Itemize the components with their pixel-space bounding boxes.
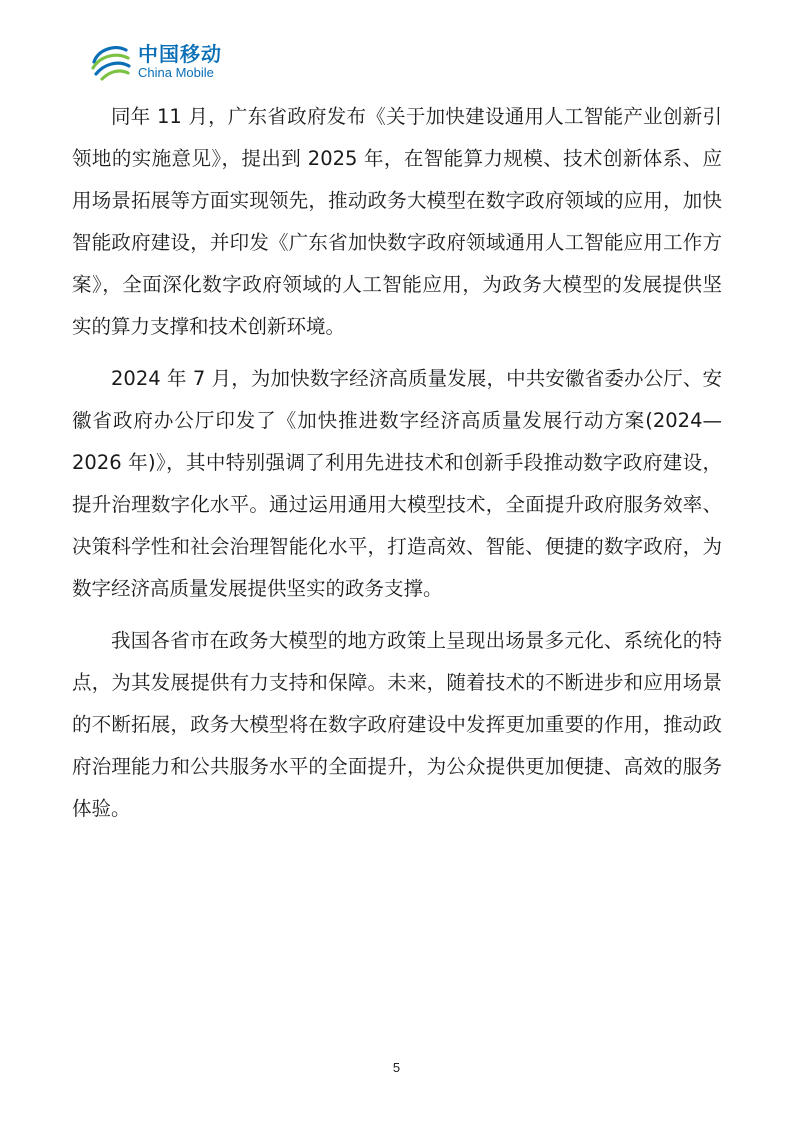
logo-english-name: China Mobile (138, 64, 214, 80)
document-body (72, 96, 722, 840)
paragraph-anhui-policy: 2024 年 7 月，为加快数字经济高质量发展，中共安徽省委办公厅、安徽省政府办公厅印发了《加快推进数字经济高质量发展行动方案(2024—2026 年)》，其中特别强调了利用先进技术和创新手段推动数字政府建设，提升治理数字化水平。通过运用通用大模型技术，全面提升政府服务效率、决策科学性和社会治理智能化水平，打造高效、智能、便捷的数字政府，为数字经济高质量发展提供坚实的政务支撑。 (72, 367, 722, 600)
page-number: 5 (392, 1060, 401, 1075)
logo-chinese-name: 中国移动 (138, 41, 222, 66)
china-mobile-logo-icon (88, 38, 134, 84)
paragraph-guangdong-policy: 同年 11 月，广东省政府发布《关于加快建设通用人工智能产业创新引领地的实施意见》，提出到 2025 年，在智能算力规模、技术创新体系、应用场景拓展等方面实现领先，推动政务大模型在数字政府领域的应用，加快智能政府建设，并印发《广东省加快数字政府领域通用人工智能应用工作方案》，全面深化数字政府领域的人工智能应用，为政务大模型的发展提供坚实的算力支撑和技术创新环境。 (72, 105, 722, 338)
china-mobile-logo (88, 38, 222, 84)
logo-text (138, 43, 222, 80)
paragraph-summary: 我国各省市在政务大模型的地方政策上呈现出场景多元化、系统化的特点，为其发展提供有力支持和保障。未来，随着技术的不断进步和应用场景的不断拓展，政务大模型将在数字政府建设中发挥更加重要的作用，推动政府治理能力和公共服务水平的全面提升，为公众提供更加便捷、高效的服务体验。 (72, 629, 722, 820)
